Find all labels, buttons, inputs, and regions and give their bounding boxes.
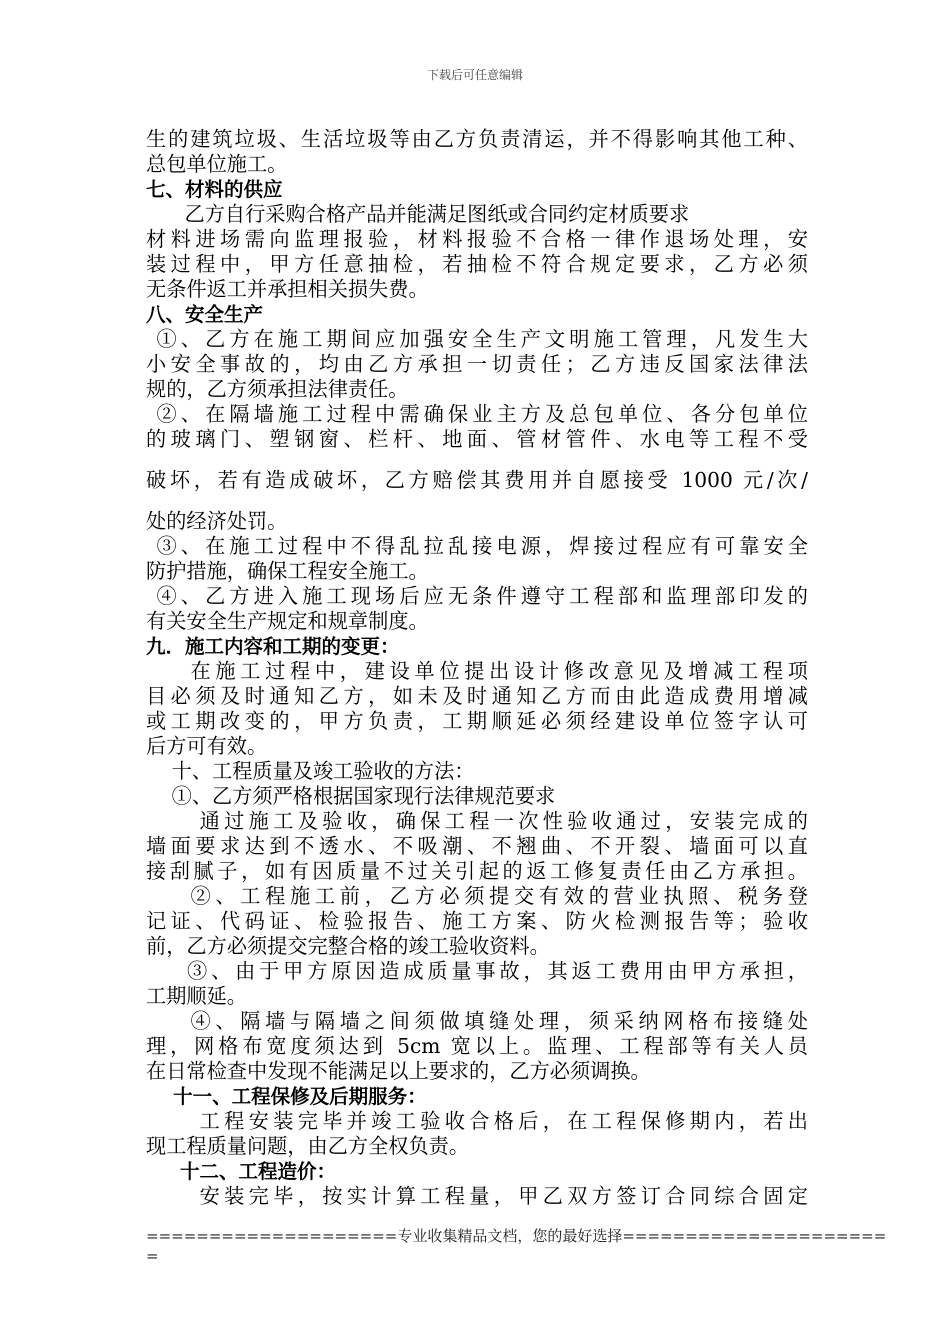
text-line: 前，乙方必须提交完整合格的竣工验收资料。 [146,934,550,958]
text-line: 工期顺延。 [146,984,247,1008]
section-heading: 九．施工内容和工期的变更： [146,635,400,658]
text-line: 规的，乙方须承担法律责任。 [146,377,409,401]
text-line: 工程安装完毕并竣工验收合格后，在工程保修期内，若出 [146,1109,808,1133]
footer-banner: ====================专业收集精品文档，您的最好选择===================== [146,1227,887,1245]
text-line: 通过施工及验收，确保工程一次性验收通过，安装完成的 [146,809,808,833]
text-line: ①、乙方在施工期间应加强安全生产文明施工管理，凡发生大 [146,327,808,351]
text-line: 现工程质量问题，由乙方全权负责。 [146,1134,470,1158]
text-line: 后方可有效。 [146,734,268,758]
text-line: 小安全事故的，均由乙方承担一切责任；乙方违反国家法律法 [146,352,808,376]
text-line: ②、在隔墙施工过程中需确保业主方及总包单位、各分包单位 [146,402,808,426]
text-line: 防护措施，确保工程安全施工。 [146,559,429,583]
text-line: 处的经济处罚。 [146,509,288,533]
text-line: 有关安全生产规定和规章制度。 [146,609,429,633]
text-line: ③、由于甲方原因造成质量事故，其返工费用由甲方承担， [146,959,808,983]
text-line: 或工期改变的，甲方负责，工期顺延必须经建设单位签字认可 [146,709,808,733]
document-body [146,127,808,1209]
page-footer [146,1226,887,1266]
text-line: 的玻璃门、塑钢窗、栏杆、地面、管材管件、水电等工程不受 [146,427,808,451]
text-line: 在日常检查中发现不能满足以上要求的，乙方必须调换。 [146,1059,651,1083]
section-heading: 八、安全生产 [146,303,264,326]
text-line: 乙方自行采购合格产品并能满足图纸或合同约定材质要求 [146,202,690,226]
text-line: 墙面要求达到不透水、不吸潮、不翘曲、不开裂、墙面可以直 [146,834,808,858]
text-line: ④、乙方进入施工现场后应无条件遵守工程部和监理部印发的 [146,584,808,608]
text-line: 在施工过程中，建设单位提出设计修改意见及增减工程项 [146,659,808,683]
text-line: 破坏，若有造成破坏，乙方赔偿其费用并自愿接受 1000 元/次/ [146,468,808,492]
section-heading: 七、材料的供应 [146,178,283,201]
text-line: 装过程中，甲方任意抽检，若抽检不符合规定要求，乙方必须 [146,252,808,276]
section-heading: 十二、工程造价： [146,1160,336,1183]
text-line: 目必须及时通知乙方，如未及时通知乙方而由此造成费用增减 [146,684,808,708]
text-line: 总包单位施工。 [146,152,288,176]
text-line: ③、在施工过程中不得乱拉乱接电源，焊接过程应有可靠安全 [146,534,808,558]
text-line: 材料进场需向监理报验，材料报验不合格一律作退场处理，安 [146,227,808,251]
text-line: 十、工程质量及竣工验收的方法： [146,759,475,783]
text-line: 记证、代码证、检验报告、施工方案、防火检测报告等；验收 [146,909,808,933]
text-line: 安装完毕，按实计算工程量，甲乙双方签订合同综合固定 [146,1184,808,1208]
text-line: 无条件返工并承担相关损失费。 [146,277,429,301]
text-line: 理，网格布宽度须达到 5cm 宽以上。监理、工程部等有关人员 [146,1034,808,1058]
page-header: 下载后可任意编辑 [426,68,523,82]
text-line: ①、乙方须严格根据国家现行法律规范要求 [146,784,556,808]
text-line: ④、隔墙与隔墙之间须做填缝处理，须采纳网格布接缝处 [146,1009,808,1033]
text-line: 接刮腻子，如有因质量不过关引起的返工修复责任由乙方承担。 [146,859,808,883]
footer-banner-tail: = [146,1247,159,1265]
section-heading: 十一、工程保修及后期服务： [146,1085,427,1108]
text-line: 生的建筑垃圾、生活垃圾等由乙方负责清运，并不得影响其他工种、 [146,127,808,151]
text-line: ②、工程施工前，乙方必须提交有效的营业执照、税务登 [146,884,808,908]
